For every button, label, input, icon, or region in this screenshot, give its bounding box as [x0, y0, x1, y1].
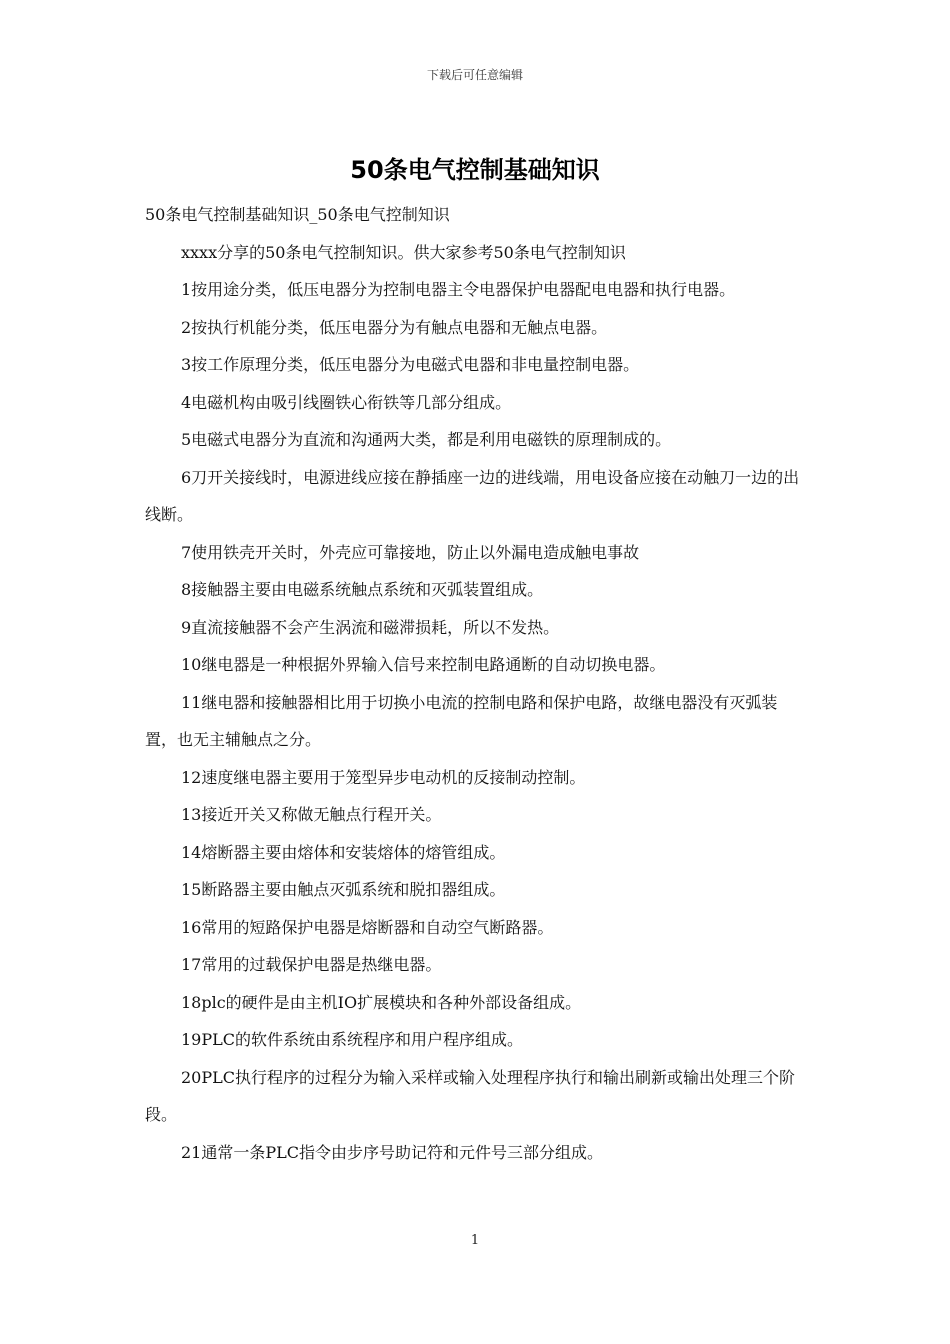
header-note: 下载后可任意编辑 — [426, 68, 523, 82]
paragraph-item-16: 16常用的短路保护电器是熔断器和自动空气断路器。 — [181, 917, 554, 937]
page-number: 1 — [470, 1233, 480, 1248]
paragraph-item-18: 18plc的硬件是由主机IO扩展模块和各种外部设备组成。 — [181, 992, 582, 1012]
document-body — [145, 196, 808, 1171]
paragraph-item-2: 2按执行机能分类，低压电器分为有触点电器和无触点电器。 — [181, 317, 608, 337]
paragraph-item-14: 14熔断器主要由熔体和安装熔体的熔管组成。 — [181, 842, 506, 862]
paragraph-item-19: 19PLC的软件系统由系统程序和用户程序组成。 — [181, 1030, 523, 1049]
paragraph-item-21: 21通常一条PLC指令由步序号助记符和元件号三部分组成。 — [181, 1142, 603, 1162]
document-subtitle: 50条电气控制基础知识_50条电气控制知识 — [145, 205, 450, 224]
paragraph-item-9: 9直流接触器不会产生涡流和磁滞损耗，所以不发热。 — [181, 617, 560, 637]
paragraph-item-3: 3按工作原理分类，低压电器分为电磁式电器和非电量控制电器。 — [181, 355, 640, 374]
paragraph-item-1: 1按用途分类，低压电器分为控制电器主令电器保护电器配电电器和执行电器。 — [181, 280, 736, 299]
paragraph-item-13: 13接近开关又称做无触点行程开关。 — [181, 805, 442, 824]
paragraph-intro: xxxx分享的50条电气控制知识。供大家参考50条电气控制知识 — [181, 242, 626, 262]
paragraph-item-15: 15断路器主要由触点灭弧系统和脱扣器组成。 — [181, 880, 506, 899]
paragraph-item-7: 7使用铁壳开关时，外壳应可靠接地，防止以外漏电造成触电事故 — [181, 542, 640, 562]
paragraph-item-12: 12速度继电器主要用于笼型异步电动机的反接制动控制。 — [181, 767, 586, 787]
paragraph-item-5: 5电磁式电器分为直流和沟通两大类，都是利用电磁铁的原理制成的。 — [181, 430, 672, 449]
document-title: 50条电气控制基础知识 — [350, 156, 600, 184]
paragraph-item-10: 10继电器是一种根据外界输入信号来控制电路通断的自动切换电器。 — [181, 655, 666, 674]
paragraph-item-11: 11继电器和接触器相比用于切换小电流的控制电路和保护电路，故继电器没有灭弧装置，也无主辅触点之分。 — [145, 692, 778, 749]
paragraph-item-6: 6刀开关接线时，电源进线应接在静插座一边的进线端，用电设备应接在动触刀一边的出线断。 — [145, 467, 800, 524]
paragraph-item-20: 20PLC执行程序的过程分为输入采样或输入处理程序执行和输出刷新或输出处理三个阶段。 — [145, 1067, 795, 1124]
paragraph-item-4: 4电磁机构由吸引线圈铁心衔铁等几部分组成。 — [181, 392, 512, 412]
paragraph-item-17: 17常用的过载保护电器是热继电器。 — [181, 955, 442, 974]
paragraph-item-8: 8接触器主要由电磁系统触点系统和灭弧装置组成。 — [181, 580, 544, 599]
